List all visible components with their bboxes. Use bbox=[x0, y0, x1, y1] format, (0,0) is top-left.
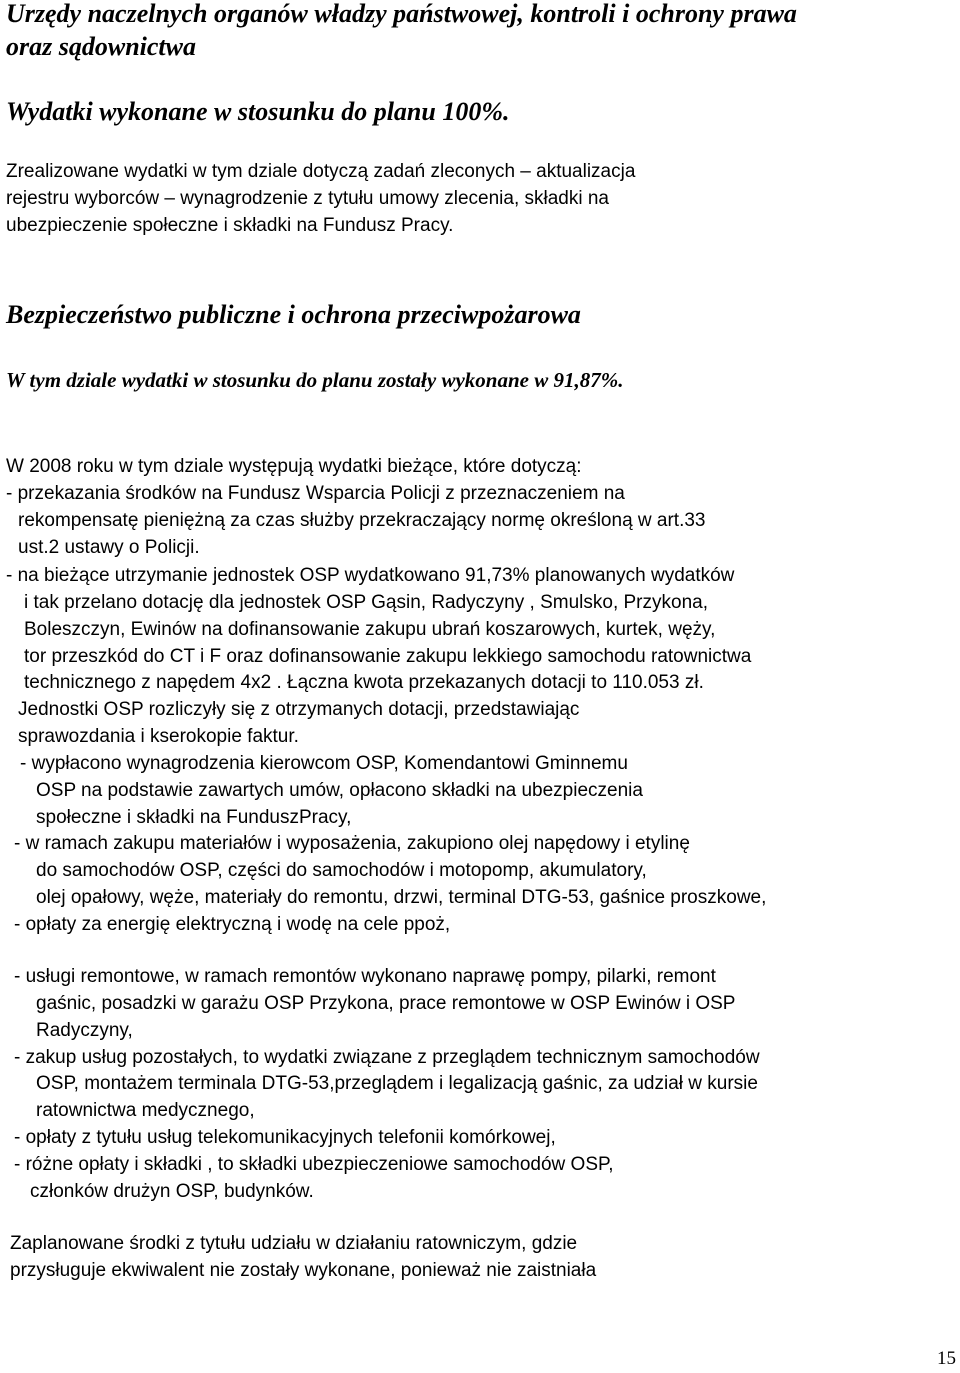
page-number: 15 bbox=[937, 1348, 956, 1369]
paragraph-line: gaśnic, posadzki w garażu OSP Przykona, prace remontowe w OSP Ewinów i OSP bbox=[36, 993, 736, 1014]
paragraph-line: - różne opłaty i składki , to składki ubezpieczeniowe samochodów OSP, bbox=[14, 1154, 614, 1175]
paragraph-line: rejestru wyborców – wynagrodzenie z tytułu umowy zlecenia, składki na bbox=[6, 188, 609, 209]
paragraph-line: tor przeszkód do CT i F oraz dofinansowanie zakupu lekkiego samochodu ratownictwa bbox=[24, 646, 752, 667]
section-title-line-2: oraz sądownictwa bbox=[6, 32, 196, 61]
paragraph-line: technicznego z napędem 4x2 . Łączna kwota przekazanych dotacji to 110.053 zł. bbox=[24, 672, 704, 693]
paragraph-line: Zrealizowane wydatki w tym dziale dotyczą zadań zleconych – aktualizacja bbox=[6, 161, 636, 182]
paragraph-line: - przekazania środków na Fundusz Wsparcia Policji z przeznaczeniem na bbox=[6, 483, 625, 504]
paragraph-line: - usługi remontowe, w ramach remontów wykonano naprawę pompy, pilarki, remont bbox=[14, 966, 716, 987]
paragraph-line: - wypłacono wynagrodzenia kierowcom OSP, Komendantowi Gminnemu bbox=[20, 753, 628, 774]
paragraph-line: - opłaty z tytułu usług telekomunikacyjnych telefonii komórkowej, bbox=[14, 1127, 556, 1148]
section-subtitle: Wydatki wykonane w stosunku do planu 100%. bbox=[6, 97, 510, 126]
paragraph-line: Boleszczyn, Ewinów na dofinansowanie zakupu ubrań koszarowych, kurtek, węży, bbox=[24, 619, 716, 640]
paragraph-line: ust.2 ustawy o Policji. bbox=[18, 537, 200, 558]
paragraph-line: OSP na podstawie zawartych umów, opłacono składki na ubezpieczenia bbox=[36, 780, 643, 801]
paragraph-line: - opłaty za energię elektryczną i wodę na cele ppoż, bbox=[14, 914, 451, 935]
paragraph-line: W 2008 roku w tym dziale występują wydatki bieżące, które dotyczą: bbox=[6, 456, 582, 477]
paragraph-line: ratownictwa medycznego, bbox=[36, 1100, 255, 1121]
section-title-line-1: Urzędy naczelnych organów władzy państwowej, kontroli i ochrony prawa bbox=[6, 0, 797, 28]
paragraph-line: i tak przelano dotację dla jednostek OSP Gąsin, Radyczyny , Smulsko, Przykona, bbox=[24, 592, 708, 613]
paragraph-line: sprawozdania i kserokopie faktur. bbox=[18, 726, 299, 747]
paragraph-line: - w ramach zakupu materiałów i wyposażenia, zakupiono olej napędowy i etylinę bbox=[14, 833, 690, 854]
paragraph-line: OSP, montażem terminala DTG-53,przeglądem i legalizacją gaśnic, za udział w kursie bbox=[36, 1073, 758, 1094]
paragraph-line: Jednostki OSP rozliczyły się z otrzymanych dotacji, przedstawiając bbox=[18, 699, 580, 720]
paragraph-line: - zakup usług pozostałych, to wydatki związane z przeglądem technicznym samochodów bbox=[14, 1047, 760, 1068]
section-subtitle: W tym dziale wydatki w stosunku do planu zostały wykonane w 91,87%. bbox=[6, 368, 624, 392]
paragraph-line: członków drużyn OSP, budynków. bbox=[30, 1181, 314, 1202]
paragraph-line: Zaplanowane środki z tytułu udziału w działaniu ratowniczym, gdzie bbox=[10, 1233, 578, 1254]
paragraph-line: - na bieżące utrzymanie jednostek OSP wydatkowano 91,73% planowanych wydatków bbox=[6, 565, 735, 586]
paragraph-line: ubezpieczenie społeczne i składki na Fundusz Pracy. bbox=[6, 215, 454, 236]
paragraph-line: rekompensatę pieniężną za czas służby przekraczający normę określoną w art.33 bbox=[18, 510, 706, 531]
paragraph-line: Radyczyny, bbox=[36, 1020, 133, 1041]
paragraph-line: olej opałowy, węże, materiały do remontu, drzwi, terminal DTG-53, gaśnice proszkowe, bbox=[36, 887, 767, 908]
paragraph-line: społeczne i składki na FunduszPracy, bbox=[36, 807, 352, 828]
section-title: Bezpieczeństwo publiczne i ochrona przeciwpożarowa bbox=[6, 300, 581, 329]
paragraph-line: do samochodów OSP, części do samochodów i motopomp, akumulatory, bbox=[36, 860, 647, 881]
paragraph-line: przysługuje ekwiwalent nie zostały wykonane, ponieważ nie zaistniała bbox=[10, 1260, 597, 1281]
